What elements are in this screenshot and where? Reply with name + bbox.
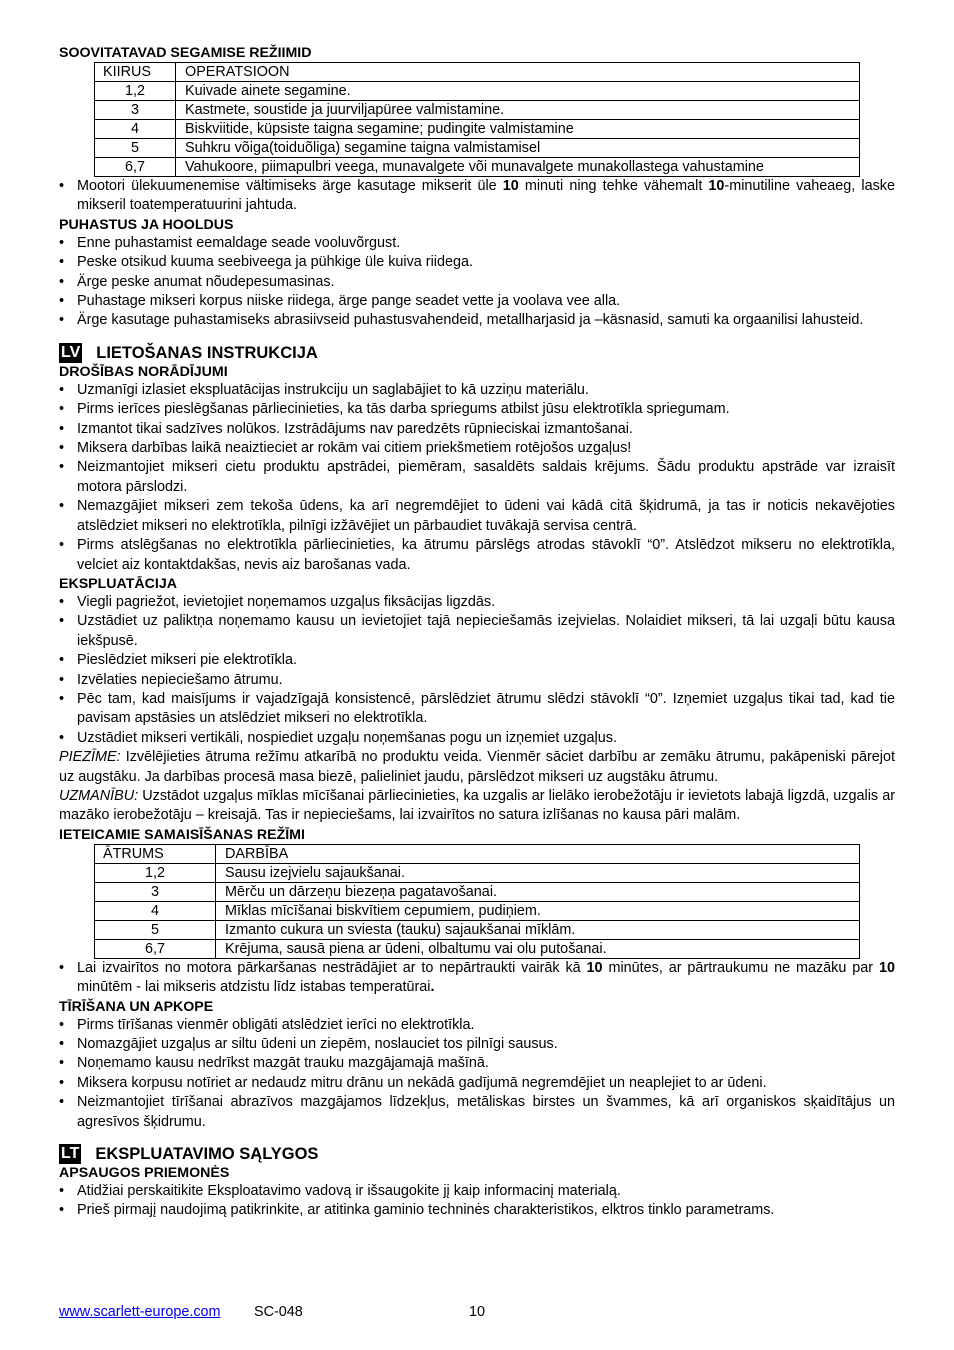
lv-operation-heading: EKSPLUATĀCIJA [59, 575, 177, 592]
operation-cell: Biskviitide, küpsiste taigna segamine; pudingite valmistamine [176, 120, 860, 139]
overheat-text: -minutiline vaheaeg, laske mikseril toatemperatuurini jahtuda. [77, 178, 895, 214]
list-item: • Neizmantojiet tīrīšanai abrazīvos mazgājamos līdzekļus, metāliskas birstes un švammes, kā arī organiskos sķaidītājus un agresīvos šķidrumu. [59, 1093, 895, 1132]
overheat-pause-minutes: 10 [878, 959, 895, 976]
lv-cleaning-heading: TĪRĪŠANA UN APKOPE [59, 998, 214, 1015]
lt-safety-list [59, 1182, 895, 1221]
operation-cell: Kastmete, soustide ja juurviljapüree valmistamine. [176, 101, 860, 120]
operation-cell: Mīklas mīcīšanai biskvītiem cepumiem, pudiņiem. [216, 901, 860, 920]
lv-cleaning-list [59, 1016, 895, 1132]
operation-cell: Krējuma, sausā piena ar ūdeni, olbaltumu vai olu putošanai. [216, 939, 860, 958]
list-item: • Ärge peske anumat nõudepesumasinas. [59, 273, 895, 292]
lt-language-badge: LT [61, 1145, 80, 1163]
list-item: • Uzstādiet uz paliktņa noņemamo kausu un ievietojiet tajā nepieciešamās izejvielas. Nolaidiet mikseri, tā lai uzgaļi būtu kausa iekšpusē. [59, 612, 895, 651]
overheat-text: Lai izvairītos no motora pārkaršanas nestrādājiet ar to nepārtraukti vairāk kā [77, 959, 587, 976]
speed-cell: 4 [95, 120, 176, 139]
speed-cell: 5 [95, 139, 176, 158]
note-text: Izvēlējieties ātruma režīmu atkarībā no produktu veida. Vienmēr sāciet darbību ar zemāku ātrumu, pakāpeniski pārejot uz augstāku. Ja darbības procesā masa biezē, palieliniet jaudu, pārslēdzot mikseri uz augstāku ātrumu. [59, 749, 895, 785]
table-row [95, 120, 860, 139]
lv-caution [59, 787, 895, 826]
operation-cell: Sausu izejvielu sajaukšanai. [216, 863, 860, 882]
table-header-row [95, 63, 860, 82]
overheat-text: Mootori ülekuumenemise vältimiseks ärge kasutage mikserit üle [77, 178, 503, 194]
speed-header: KIIRUS [95, 63, 176, 82]
speed-cell: 6,7 [95, 939, 216, 958]
overheat-text: minūtes, ar pārtraukumu ne mazāku par [602, 959, 879, 976]
lv-title: LIETOŠANAS INSTRUKCIJA [96, 343, 318, 362]
list-item: • Ärge kasutage puhastamiseks abrasiivseid puhastusvahendeid, metallharjasid ja –käsnasid, samuti ka orgaanilisi lahusteid. [59, 311, 895, 330]
et-modes-table [94, 62, 860, 177]
list-item: • Noņemamo kausu nedrīkst mazgāt trauku mazgājamajā mašīnā. [59, 1054, 895, 1073]
overheat-minutes: 10 [502, 178, 519, 194]
caution-label: UZMANĪBU: [59, 787, 139, 804]
operation-cell: Kuivade ainete segamine. [176, 82, 860, 101]
et-overheat-list [59, 177, 895, 216]
lv-section-title [59, 343, 895, 363]
list-item: • Prieš pirmajį naudojimą patikrinkite, ar atitinka gaminio techninės charakteristikos, elktros tinklo parametrams. [59, 1201, 895, 1220]
speed-cell: 4 [95, 901, 216, 920]
operation-cell: Suhkru võiga(toiduõliga) segamine taigna valmistamisel [176, 139, 860, 158]
table-row [95, 101, 860, 120]
list-item: • Peske otsikud kuuma seebiveega ja pühkige üle kuiva riidega. [59, 253, 895, 272]
lt-section-title [59, 1144, 895, 1164]
overheat-pause-minutes: 10 [708, 178, 725, 194]
list-item: • Neizmantojiet mikseri cietu produktu apstrādei, piemēram, sasaldēts saldais krējums. Šādu produktu apstrāde var izraisīt motora pārslodzi. [59, 458, 895, 497]
table-row [95, 139, 860, 158]
caution-text: Uzstādot uzgaļus mīklas mīcīšanai pārliecinieties, ka uzgalis ar lielāko ierobežotāju ir ievietots labajā ligzdā, uzgalis ar mazāko ierobežotāju – kreisajā. Tas ir nepieciešams, lai izvairītos no satura izlīšanas no kausa pāri malām. [59, 787, 895, 824]
speed-cell: 6,7 [95, 158, 176, 177]
lt-title: EKSPLUATAVIMO SĄLYGOS [95, 1145, 319, 1164]
lv-modes-table [94, 844, 860, 959]
list-item: • Atidžiai perskaitikite Eksploatavimo vadovą ir išsaugokite jį kaip informacinį materialą. [59, 1182, 895, 1201]
overheat-period: . [430, 979, 435, 996]
lt-safety-heading: APSAUGOS PRIEMONĖS [59, 1165, 230, 1182]
et-cleaning-list [59, 234, 895, 331]
operation-header: DARBĪBA [216, 844, 860, 863]
list-item: • Pirms atslēgšanas no elektrotīkla pārliecinieties, ka ātrumu pārslēgs atrodas stāvoklī “0”. Atslēdzot mikseru no elektrotīkla, velciet aiz kontaktdakšas, nevis aiz barošanas vada. [59, 536, 895, 575]
list-item: • Nemazgājiet mikseri zem tekoša ūdens, ka arī negremdējiet to ūdeni vai kādā citā šķidrumā, ja tas ir noticis nekavējoties atslēdziet mikseri no elektrotīkla, pilnīgi izžāvējiet un pārbaudiet tuvākajā servisa centrā. [59, 497, 895, 536]
speed-cell: 3 [95, 101, 176, 120]
operation-cell: Vahukoore, piimapulbri veega, munavalgete või munavalgete munakollastega vahustamine [176, 158, 860, 177]
table-header-row [95, 844, 860, 863]
table-row [95, 882, 860, 901]
list-item: • Pirms tīrīšanas vienmēr obligāti atslēdziet ierīci no elektrotīkla. [59, 1016, 895, 1035]
model-number: SC-048 [254, 1304, 303, 1320]
speed-cell: 3 [95, 882, 216, 901]
list-item: • Pēc tam, kad maisījums ir vajadzīgajā konsistencē, pārslēdziet ātrumu slēdzi stāvoklī “0”. Izņemiet uzgaļus tikai tad, kad tie pavisam apstāsies un atslēdziet mikseri no elektrotīkla. [59, 690, 895, 729]
lv-operation-list [59, 593, 895, 748]
et-modes-heading: SOOVITATAVAD SEGAMISE REŽIIMID [59, 45, 312, 61]
overheat-text: minuti ning tehke vähemalt [518, 178, 709, 194]
list-item: • Puhastage mikseri korpus niiske riidega, ärge pange seadet vette ja voolava vee alla. [59, 292, 895, 311]
table-row [95, 863, 860, 882]
lv-note [59, 748, 895, 787]
overheat-text: minūtēm - lai mikseris atdzistu līdz istabas temperatūrai [77, 979, 431, 996]
table-row [95, 920, 860, 939]
lv-safety-list [59, 381, 895, 575]
speed-cell: 1,2 [95, 863, 216, 882]
list-item: • Miksera korpusu notīriet ar nedaudz mitru drānu un nekādā gadījumā negremdējiet un neaplejiet to ar ūdeni. [59, 1074, 895, 1093]
et-cleaning-heading: PUHASTUS JA HOOLDUS [59, 216, 234, 233]
list-item: • Uzstādiet mikseri vertikāli, nospiediet uzgaļu noņemšanas pogu un izņemiet uzgaļus. [59, 729, 895, 748]
note-label: PIEZĪME: [59, 749, 121, 766]
table-row [95, 158, 860, 177]
table-row [95, 901, 860, 920]
list-item [59, 959, 895, 998]
list-item: • Miksera darbības laikā neaiztieciet ar rokām vai citiem priekšmetiem rotējošos uzgaļus! [59, 439, 895, 458]
page-number: 10 [469, 1304, 486, 1320]
list-item: • Izvēlaties nepieciešamo ātrumu. [59, 671, 895, 690]
list-item [59, 177, 895, 216]
speed-header: ĀTRUMS [95, 844, 216, 863]
list-item: • Enne puhastamist eemaldage seade vooluvõrgust. [59, 234, 895, 253]
lv-modes-heading: IETEICAMIE SAMAISĪŠANAS REŽĪMI [59, 826, 305, 843]
list-item: • Nomazgājiet uzgaļus ar siltu ūdeni un ziepēm, noslauciet tos pilnīgi sausus. [59, 1035, 895, 1054]
list-item: • Uzmanīgi izlasiet ekspluatācijas instrukciju un saglabājiet to kā uzziņu materiālu. [59, 381, 895, 400]
operation-header: OPERATSIOON [176, 63, 860, 82]
page-footer [59, 1302, 895, 1322]
lv-language-badge: LV [61, 343, 81, 361]
list-item: • Izmantot tikai sadzīves nolūkos. Izstrādājums nav paredzēts rūpnieciskai izmantošanai. [59, 420, 895, 439]
operation-cell: Mērču un dārzeņu biezeņa pagatavošanai. [216, 882, 860, 901]
table-row [95, 939, 860, 958]
speed-cell: 1,2 [95, 82, 176, 101]
lv-overheat-list [59, 959, 895, 998]
list-item: • Pieslēdziet mikseri pie elektrotīkla. [59, 651, 895, 670]
list-item: • Viegli pagriežot, ievietojiet noņemamos uzgaļus fiksācijas ligzdās. [59, 593, 895, 612]
lv-safety-heading: DROŠĪBAS NORĀDĪJUMI [59, 363, 228, 380]
list-item: • Pirms ierīces pieslēgšanas pārliecinieties, ka tās darba spriegums atbilst jūsu elektrotīkla spriegumam. [59, 400, 895, 419]
speed-cell: 5 [95, 920, 216, 939]
table-row [95, 82, 860, 101]
document-page [59, 44, 895, 1221]
website-link[interactable]: www.scarlett-europe.com [59, 1304, 221, 1320]
overheat-minutes: 10 [586, 959, 603, 976]
operation-cell: Izmanto cukura un sviesta (tauku) sajaukšanai mīklām. [216, 920, 860, 939]
